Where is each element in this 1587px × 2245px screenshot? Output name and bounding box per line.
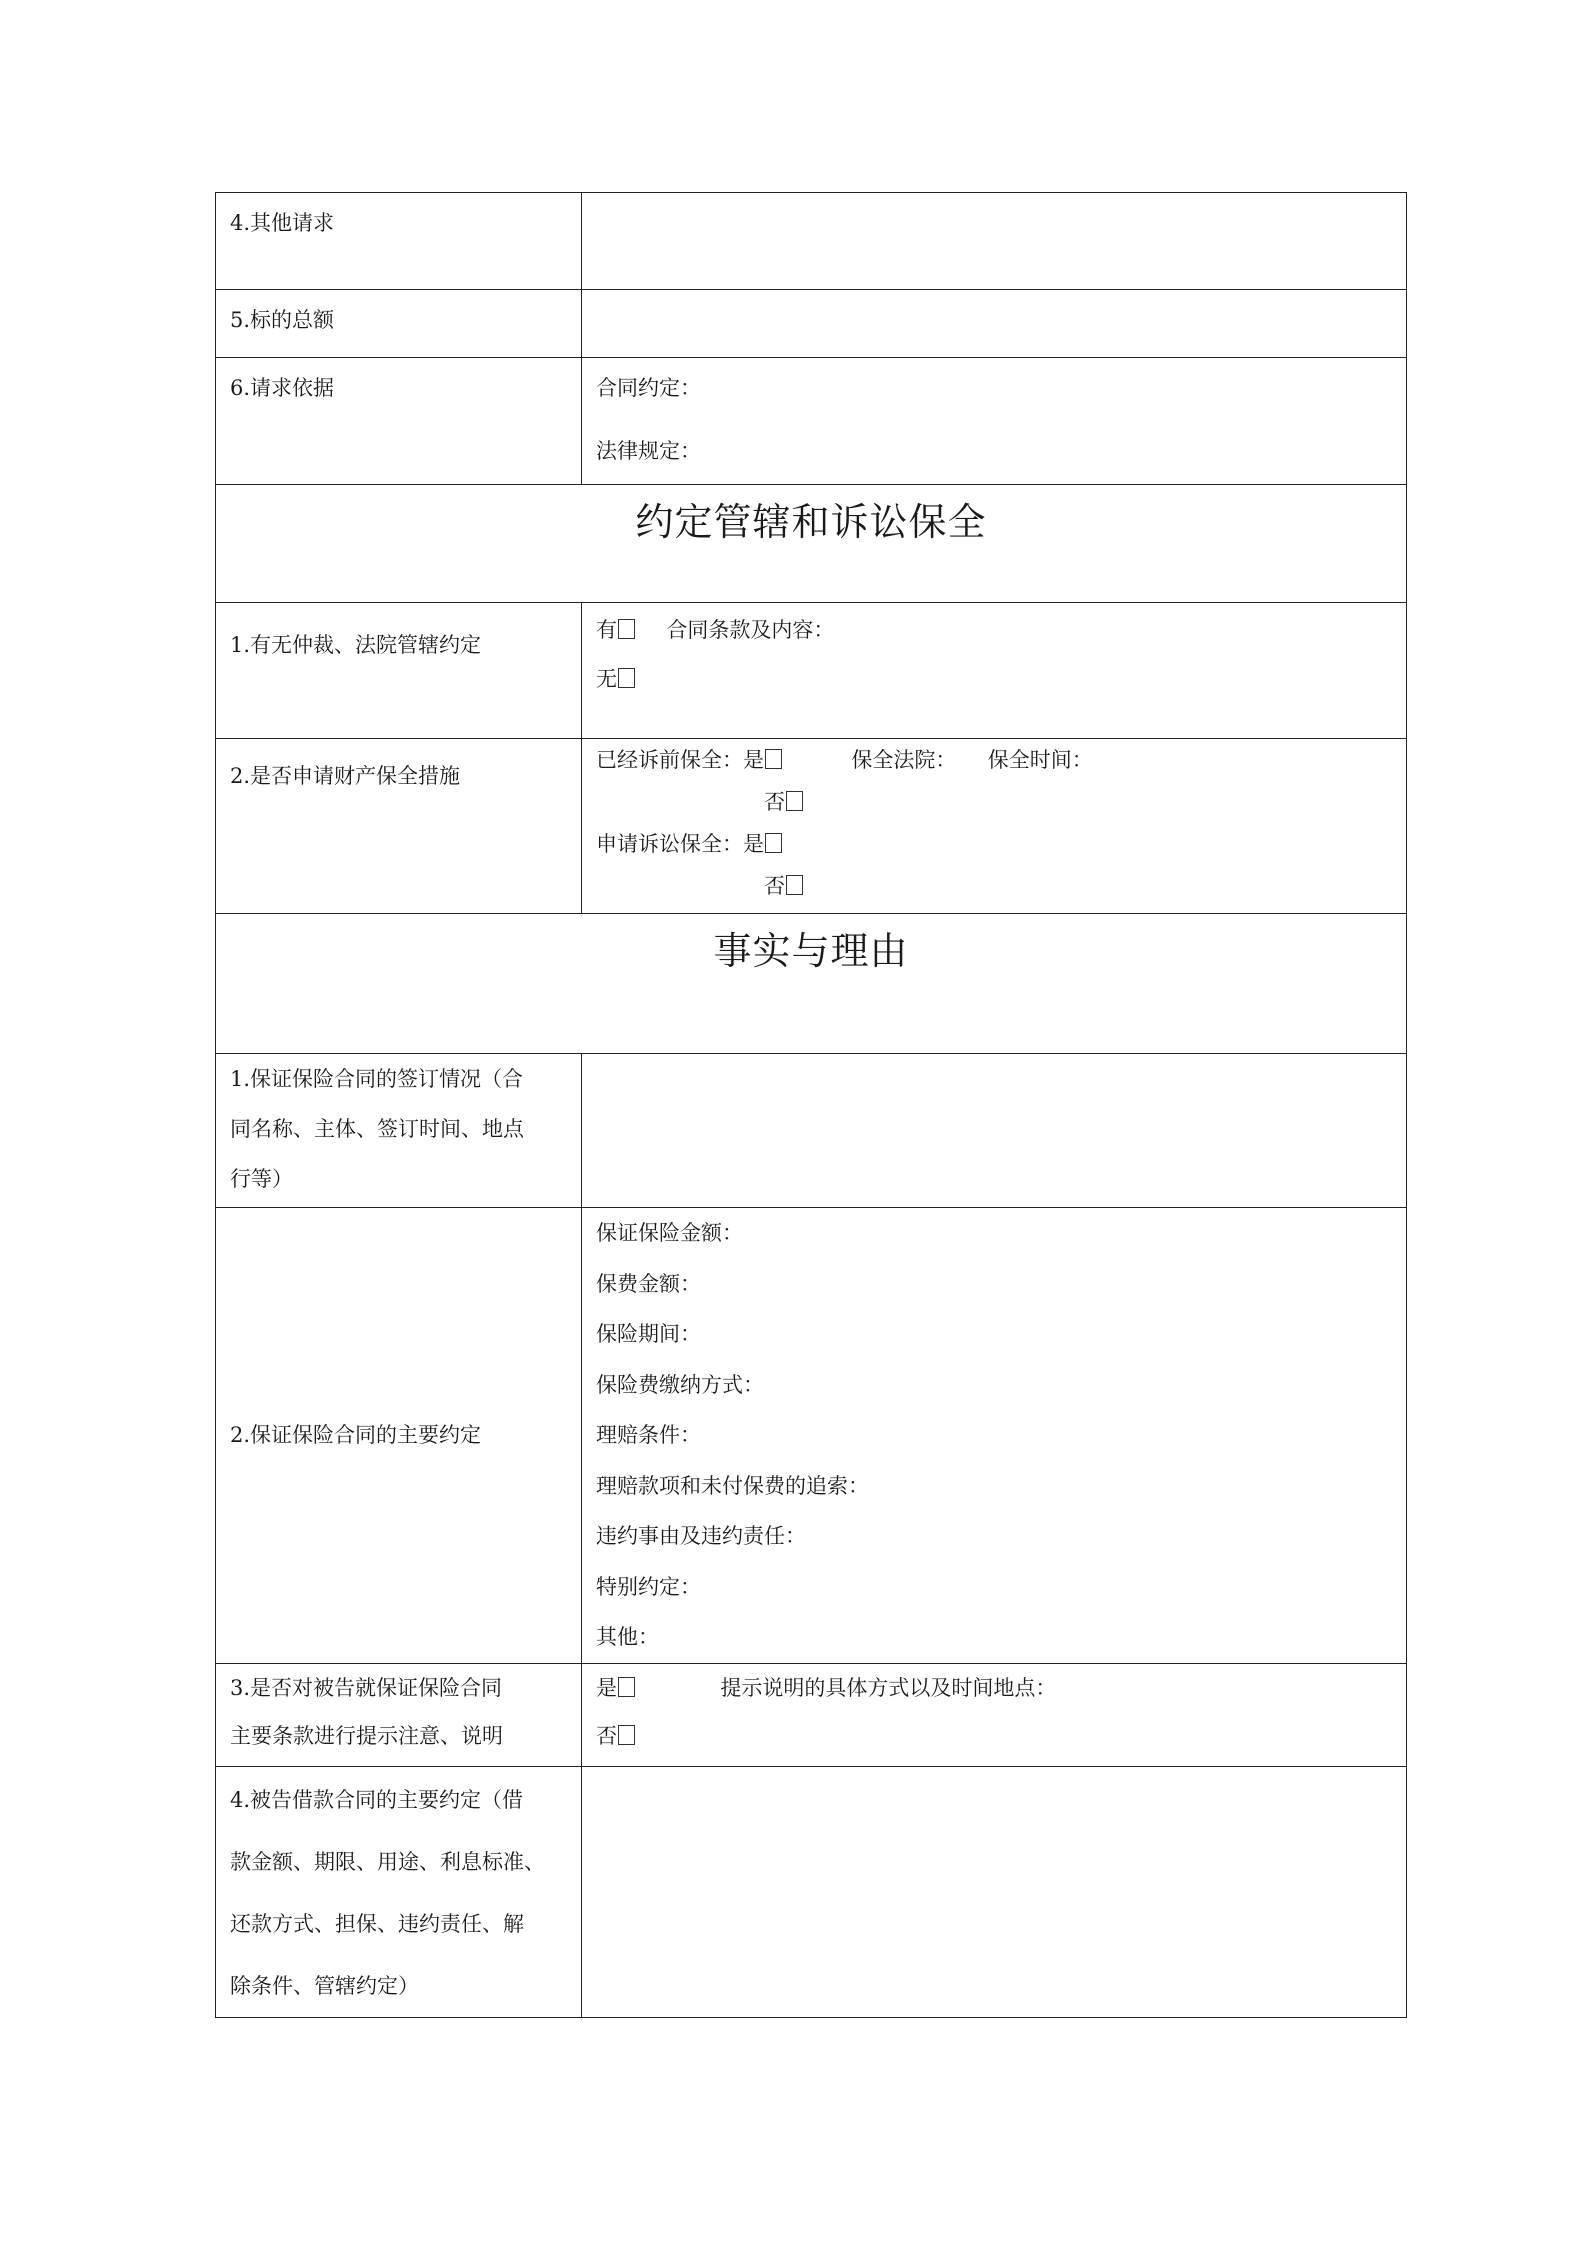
notice-no-label: 否 xyxy=(596,1724,617,1748)
section-title: 事实与理由 xyxy=(713,929,909,973)
preservation-label: 2.是否申请财产保全措施 xyxy=(230,764,461,788)
total-amount-field[interactable] xyxy=(582,290,1407,358)
row-claim-basis xyxy=(216,358,1407,485)
notice-yes-checkbox[interactable] xyxy=(618,1677,635,1697)
apply-no-label: 否 xyxy=(764,874,785,898)
label-cell xyxy=(216,193,582,290)
pre-suit-no-label: 否 xyxy=(764,790,785,814)
section-title: 约定管辖和诉讼保全 xyxy=(635,500,987,544)
total-amount-label: 5.标的总额 xyxy=(230,308,335,332)
row-loan-contract xyxy=(216,1767,1407,2018)
row-notice xyxy=(216,1664,1407,1767)
preservation-court-label: 保全法院： xyxy=(851,748,957,772)
claim-basis-label: 6.请求依据 xyxy=(230,376,335,400)
apply-preservation-label: 申请诉讼保全： xyxy=(596,832,743,856)
pre-suit-yes-checkbox[interactable] xyxy=(765,749,782,769)
loan-label-line: 4.被告借款合同的主要约定（借 xyxy=(230,1788,524,1812)
notice-detail-label: 提示说明的具体方式以及时间地点： xyxy=(720,1676,1057,1700)
apply-yes-checkbox[interactable] xyxy=(765,833,782,853)
term-default-liability: 违约事由及违约责任： xyxy=(596,1524,806,1548)
other-claims-label: 4.其他请求 xyxy=(230,211,335,235)
loan-label-line: 款金额、期限、用途、利息标准、 xyxy=(230,1850,545,1874)
apply-yes-label: 是 xyxy=(743,832,764,856)
loan-contract-field[interactable] xyxy=(582,1767,1407,2018)
legal-provision-label: 法律规定： xyxy=(596,439,701,463)
contract-signing-field[interactable] xyxy=(582,1054,1407,1208)
term-recovery: 理赔款项和未付保费的追索： xyxy=(596,1473,869,1498)
complaint-form-table xyxy=(215,192,1407,2018)
term-claim-conditions: 理赔条件： xyxy=(596,1423,701,1447)
loan-label-line: 除条件、管辖约定） xyxy=(230,1974,419,1998)
contract-terms-label: 合同条款及内容： xyxy=(666,618,835,642)
row-preservation xyxy=(216,739,1407,914)
signing-label-line: 行等） xyxy=(230,1167,293,1191)
term-special-agreement: 特别约定： xyxy=(596,1574,701,1599)
claim-basis-field[interactable] xyxy=(582,358,1407,485)
preservation-time-label: 保全时间： xyxy=(987,748,1093,772)
section-facts-header xyxy=(216,914,1407,1054)
pre-suit-no-checkbox[interactable] xyxy=(786,791,803,811)
row-main-terms xyxy=(216,1208,1407,1664)
row-arbitration xyxy=(216,603,1407,739)
term-insurance-period: 保险期间： xyxy=(596,1322,701,1346)
arbitration-yes-checkbox[interactable] xyxy=(618,619,635,639)
notice-yes-label: 是 xyxy=(596,1676,617,1700)
arbitration-no-label: 无 xyxy=(596,667,617,691)
term-payment-method: 保险费缴纳方式： xyxy=(596,1372,764,1397)
notice-no-checkbox[interactable] xyxy=(618,1725,635,1745)
apply-no-checkbox[interactable] xyxy=(786,875,803,895)
term-insured-amount: 保证保险金额： xyxy=(596,1221,743,1245)
arbitration-label: 1.有无仲裁、法院管辖约定 xyxy=(230,633,482,657)
signing-label-line: 1.保证保险合同的签订情况（合 xyxy=(230,1067,524,1091)
term-premium-amount: 保费金额： xyxy=(596,1271,701,1296)
row-contract-signing xyxy=(216,1054,1407,1208)
notice-label-line: 主要条款进行提示注意、说明 xyxy=(230,1724,503,1748)
term-other: 其他： xyxy=(596,1625,659,1649)
pre-suit-yes-label: 是 xyxy=(743,748,764,772)
loan-label-line: 还款方式、担保、违约责任、解 xyxy=(230,1912,524,1936)
arbitration-yes-label: 有 xyxy=(596,618,617,642)
row-other-claims xyxy=(216,193,1407,290)
main-terms-label: 2.保证保险合同的主要约定 xyxy=(230,1423,482,1447)
section-jurisdiction-header xyxy=(216,485,1407,603)
other-claims-field[interactable] xyxy=(582,193,1407,290)
contract-agreement-label: 合同约定： xyxy=(596,376,701,400)
signing-label-line: 同名称、主体、签订时间、地点 xyxy=(230,1117,524,1141)
notice-label-line: 3.是否对被告就保证保险合同 xyxy=(230,1676,503,1700)
row-total-amount xyxy=(216,290,1407,358)
pre-suit-preservation-label: 已经诉前保全： xyxy=(596,748,743,772)
arbitration-no-checkbox[interactable] xyxy=(618,668,635,688)
